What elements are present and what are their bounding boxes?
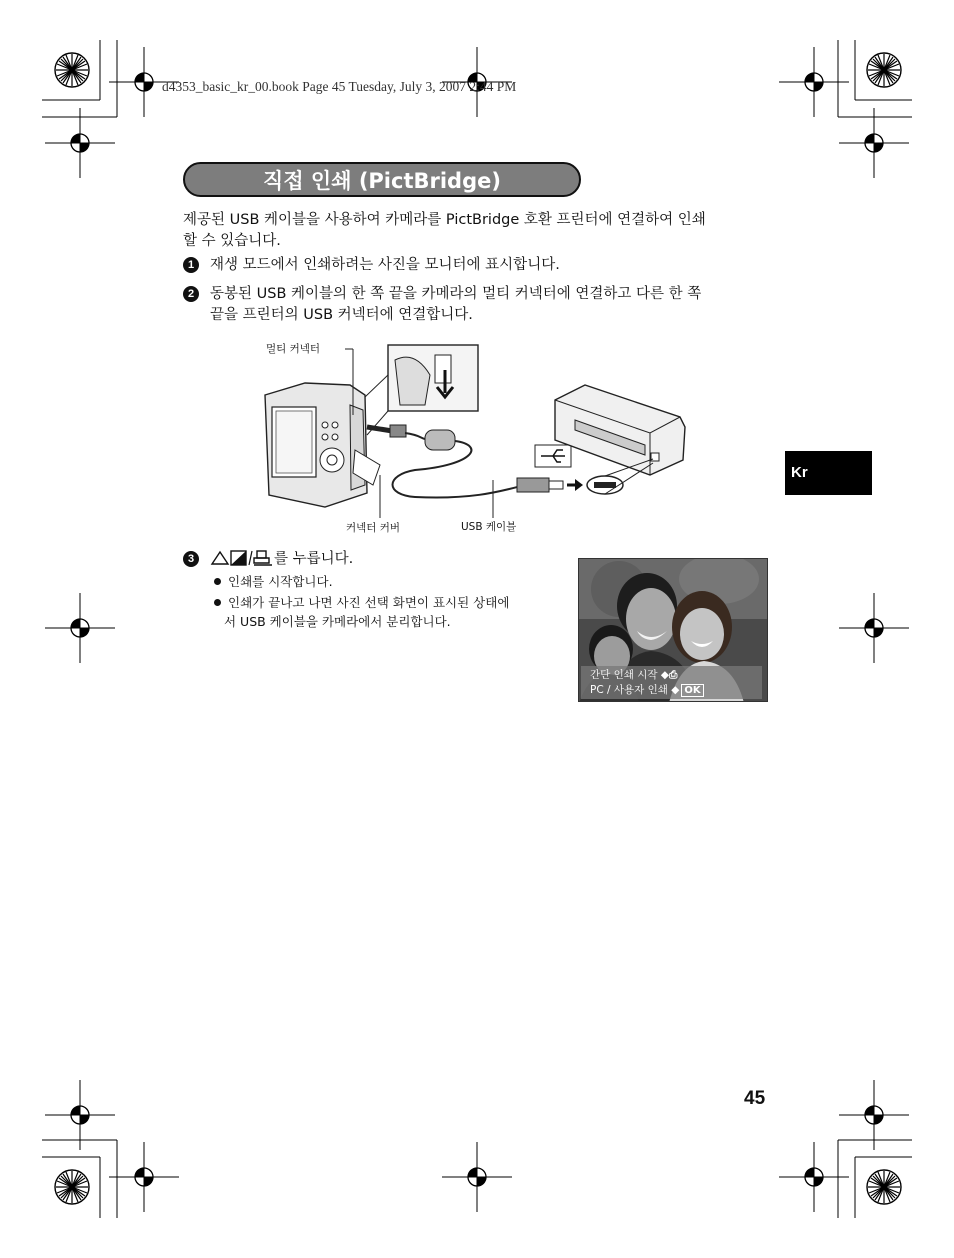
label-usb-cable: USB 케이블 xyxy=(461,521,517,533)
step-2-number: 2 xyxy=(183,286,199,302)
print-icon: ⎙ xyxy=(668,669,678,681)
camera-icon xyxy=(265,383,380,507)
page-number: 45 xyxy=(744,1088,766,1109)
language-tab: Kr xyxy=(785,451,872,495)
step-3-instruction: 를 누릅니다. xyxy=(274,551,354,567)
intro-line-1: 제공된 USB 케이블을 사용하여 카메라를 PictBridge 호환 프린터에 연결하여 인쇄 xyxy=(183,212,706,228)
step-3-bullet-2 xyxy=(214,593,574,631)
bullet-2-line-1: 인쇄가 끝나고 나면 사진 선택 화면이 표시된 상태에 xyxy=(228,595,510,610)
section-title: 직접 인쇄 (PictBridge) xyxy=(183,162,581,197)
bullet-icon xyxy=(214,599,221,606)
step-3-number: 3 xyxy=(183,551,199,567)
ok-button-icon: OK xyxy=(681,684,703,697)
step-2-line-2: 끝을 프린터의 USB 커넥터에 연결합니다. xyxy=(210,307,473,323)
step-2-line-1: 동봉된 USB 케이블의 한 쪽 끝을 카메라의 멀티 커넥터에 연결하고 다른 한 쪽 xyxy=(210,286,702,302)
menu-pc-custom-print xyxy=(590,683,762,698)
bullet-1-text: 인쇄를 시작합니다. xyxy=(228,574,333,589)
camera-printer-connection-diagram xyxy=(255,335,695,540)
menu-pc-custom-print-label: PC / 사용자 인쇄 xyxy=(590,684,668,696)
printer-icon xyxy=(555,385,685,475)
step-1-text: 재생 모드에서 인쇄하려는 사진을 모니터에 표시합니다. xyxy=(210,257,560,273)
camera-screen-preview xyxy=(578,558,768,702)
diamond-icon: ◆ xyxy=(671,684,680,696)
step-3-text xyxy=(210,549,353,570)
up-exposure-print-button-icon xyxy=(210,549,274,566)
bullet-icon xyxy=(214,578,221,585)
intro-line-2: 할 수 있습니다. xyxy=(183,233,281,249)
intro-paragraph xyxy=(183,210,783,252)
label-multi-connector: 멀티 커넥터 xyxy=(266,343,321,355)
book-header-info: d4353_basic_kr_00.book Page 45 Tuesday, July 3, 2007 2:44 PM xyxy=(162,79,517,94)
step-1-number: 1 xyxy=(183,257,199,273)
step-3-bullet-1 xyxy=(214,572,333,591)
menu-easy-print-label: 간단 인쇄 시작 xyxy=(590,669,658,681)
step-2-text xyxy=(210,284,790,326)
label-connector-cover: 커넥터 커버 xyxy=(346,522,401,534)
screen-menu-overlay xyxy=(581,666,762,699)
diamond-icon: ◆ xyxy=(660,669,669,681)
menu-easy-print xyxy=(590,668,762,683)
bullet-2-line-2: 서 USB 케이블을 카메라에서 분리합니다. xyxy=(224,614,451,629)
